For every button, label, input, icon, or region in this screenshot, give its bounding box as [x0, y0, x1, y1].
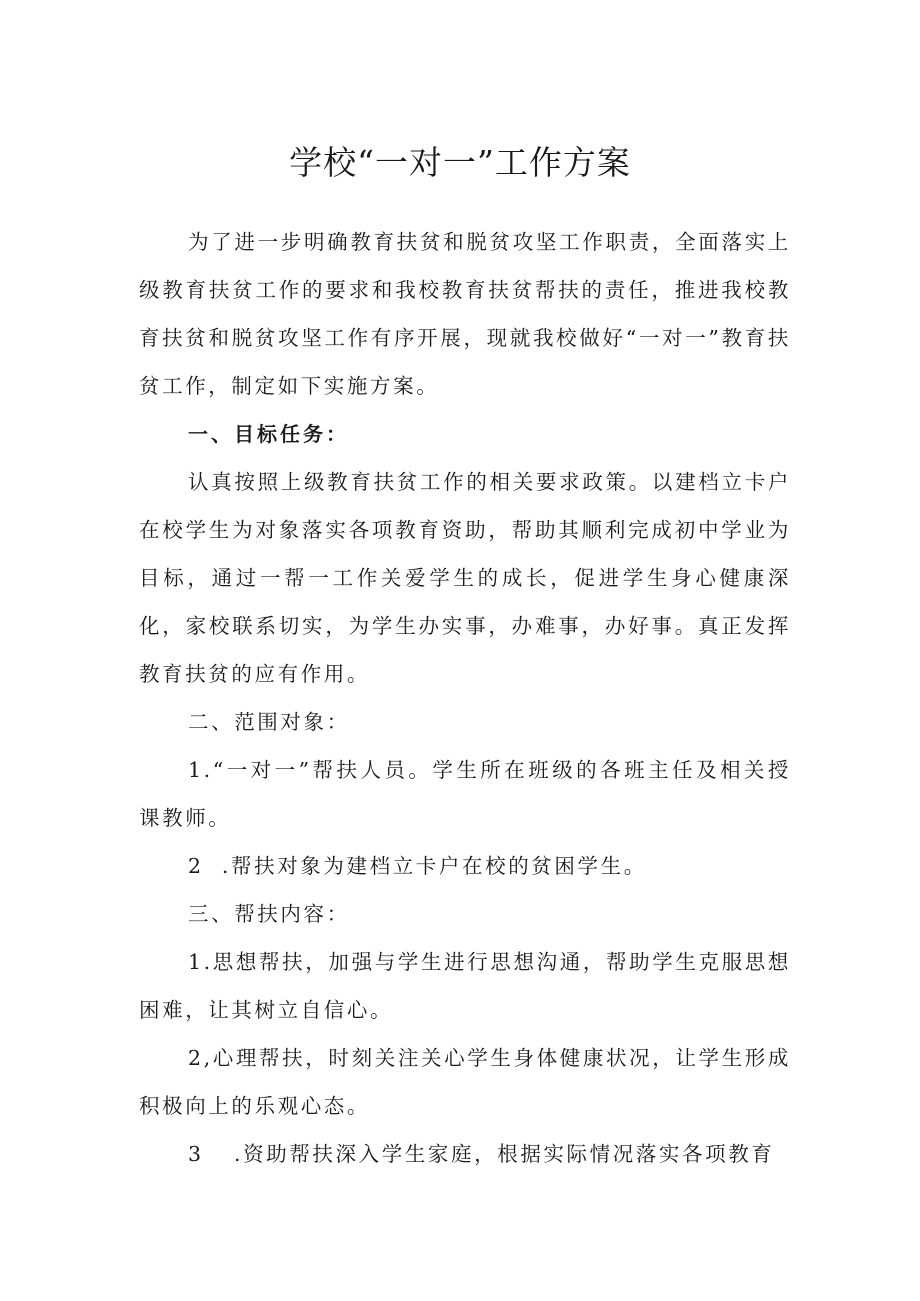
- document-title: 学校“一对一”工作方案: [289, 143, 631, 182]
- document-body: [139, 218, 791, 1178]
- section-3-item-1: 1.思想帮扶，加强与学生进行思想沟通，帮助学生克服思想困难，让其树立自信心。: [139, 950, 791, 1022]
- section-2-item-2: 2 .帮扶对象为建档立卡户在校的贫困学生。: [188, 854, 647, 878]
- section-3-heading: 三、帮扶内容：: [188, 902, 350, 926]
- section-1-heading: 一、目标任务：: [188, 422, 349, 446]
- section-3-item-3: [139, 1130, 791, 1178]
- section-2-item-1: 1.“一对一”帮扶人员。学生所在班级的各班主任及相关授课教师。: [139, 758, 791, 830]
- section-1-paragraph: 认真按照上级教育扶贫工作的相关要求政策。以建档立卡户在校学生为对象落实各项教育资助，帮助其顺利完成初中学业为目标，通过一帮一工作关爱学生的成长，促进学生身心健康深化，家校联系切实，为学生办实事，办难事，办好事。真正发挥教育扶贫的应有作用。: [139, 470, 791, 686]
- section-2-heading: 二、范围对象：: [188, 710, 350, 734]
- section-3-item-2: 2,心理帮扶，时刻关注关心学生身体健康状况，让学生形成积极向上的乐观心态。: [139, 1046, 791, 1118]
- intro-paragraph: 为了进一步明确教育扶贫和脱贫攻坚工作职责，全面落实上级教育扶贫工作的要求和我校教育扶贫帮扶的责任，推进我校教育扶贫和脱贫攻坚工作有序开展，现就我校做好“一对一”教育扶贫工作，制定如下实施方案。: [139, 230, 791, 398]
- section-3-item-3-number: 3: [188, 1142, 204, 1166]
- section-3-item-3-text: .资助帮扶深入学生家庭，根据实际情况落实各项教育: [234, 1142, 775, 1166]
